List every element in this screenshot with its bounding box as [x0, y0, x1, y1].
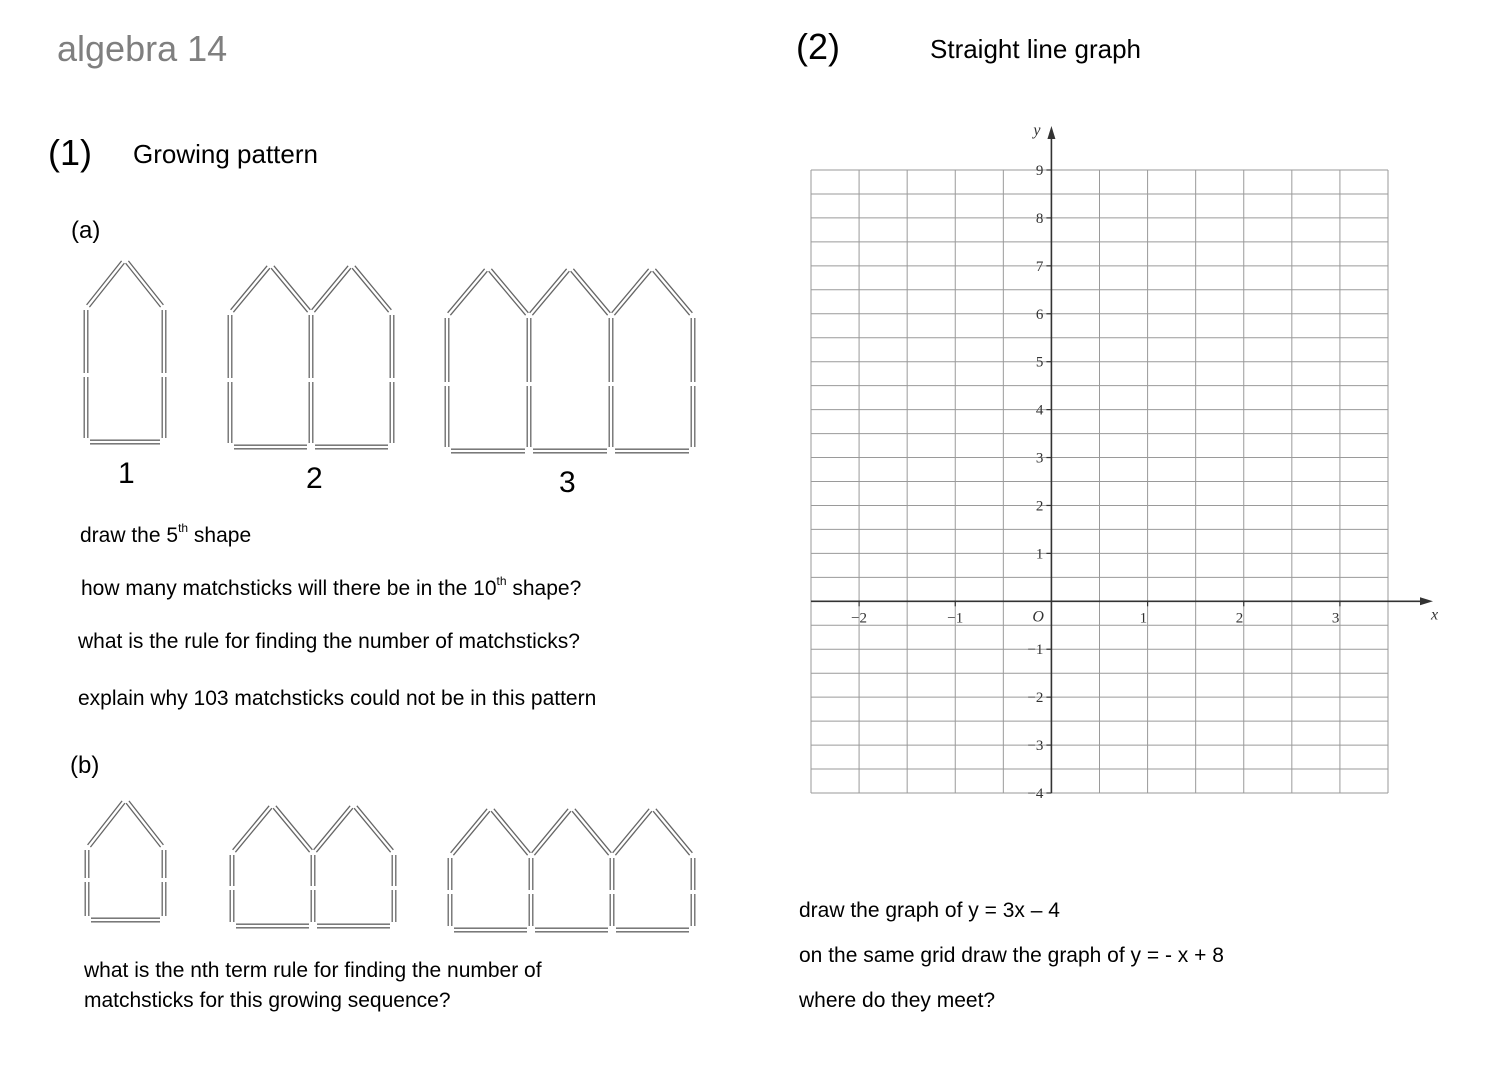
y-tick-label: 8	[1035, 210, 1044, 227]
question-explain-103: explain why 103 matchsticks could not be in this pattern	[78, 687, 597, 710]
question-rule: what is the rule for finding the number of matchsticks?	[78, 630, 580, 653]
y-tick-label: −3	[1027, 738, 1044, 755]
question-meet: where do they meet?	[799, 989, 996, 1012]
y-tick-label: 1	[1035, 546, 1044, 563]
question-1-heading: Growing pattern	[133, 139, 318, 169]
y-tick-label: 6	[1035, 306, 1044, 323]
shape-label-2: 2	[306, 462, 323, 495]
question-2-heading: Straight line graph	[930, 34, 1142, 64]
question-graph-1: draw the graph of y = 3x – 4	[799, 899, 1060, 922]
y-tick-label: −1	[1027, 642, 1044, 659]
shape-label-1: 1	[118, 457, 135, 490]
y-tick-label: 9	[1035, 163, 1044, 179]
x-tick-label: −1	[947, 610, 964, 627]
x-axis-label: x	[1431, 606, 1439, 624]
x-tick-label: 3	[1331, 610, 1340, 627]
y-tick-label: 2	[1035, 498, 1044, 515]
page-title: algebra 14	[57, 28, 228, 69]
question-graph-2: on the same grid draw the graph of y = - x + 8	[799, 944, 1224, 967]
x-tick-label: 1	[1139, 610, 1148, 627]
question-nth-term: what is the nth term rule for finding the number of matchsticks for this growing sequence?	[84, 959, 542, 1012]
question-tenth-shape: how many matchsticks will there be in the 10th shape?	[81, 574, 582, 600]
y-tick-label: 5	[1035, 354, 1044, 371]
origin-label: O	[1032, 608, 1044, 626]
y-tick-label: 4	[1035, 402, 1044, 419]
shape-label-3: 3	[559, 466, 576, 499]
question-2-number: (2)	[796, 26, 840, 67]
question-1-number: (1)	[48, 132, 92, 173]
y-tick-label: 7	[1035, 258, 1044, 275]
y-tick-label: 3	[1035, 450, 1044, 467]
y-tick-label: −2	[1027, 690, 1044, 707]
question-draw-fifth: draw the 5th shape	[80, 521, 252, 547]
y-axis-label: y	[1033, 122, 1041, 139]
part-a-label: (a)	[71, 217, 101, 244]
x-tick-label: 2	[1235, 610, 1244, 627]
x-axis-arrow	[1420, 597, 1433, 605]
part-b-label: (b)	[70, 752, 100, 779]
y-axis-arrow	[1047, 126, 1055, 139]
y-tick-label: −4	[1027, 786, 1044, 802]
x-tick-label: −2	[851, 610, 868, 627]
